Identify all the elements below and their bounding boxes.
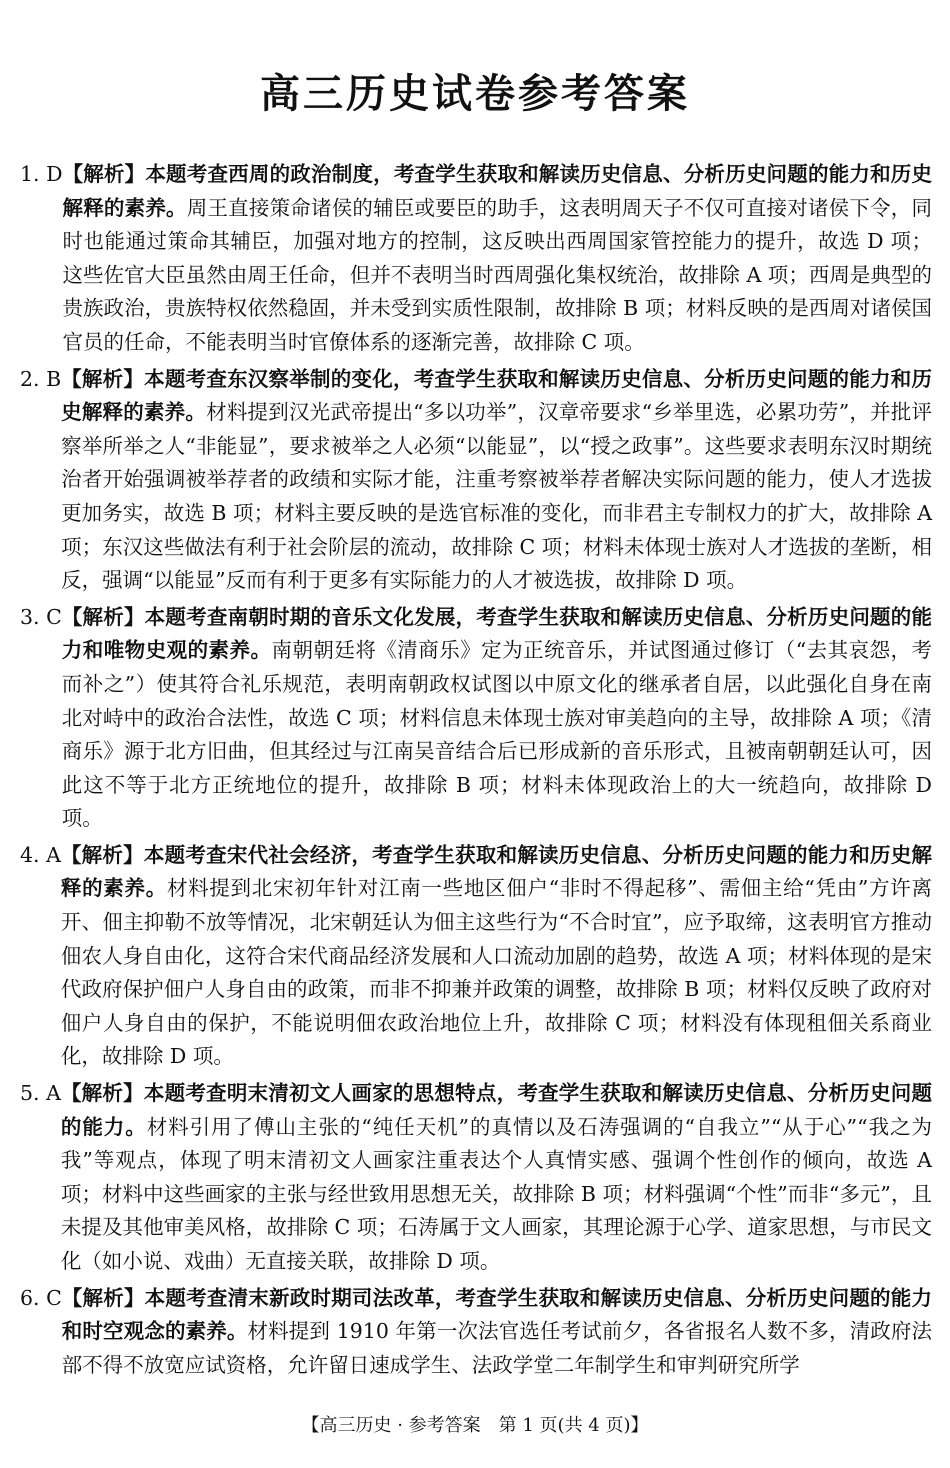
answer-text: [61, 363, 932, 598]
answer-item-4: [20, 839, 932, 1074]
answer-number: 5. A: [20, 1081, 61, 1106]
answer-text: [62, 1282, 932, 1383]
analysis-lead: 【解析】本题考查东汉察举制的变化，考查学生获取和解读历史信息、分析历史问题的能力和历史解释的素养。: [61, 366, 932, 425]
answer-list: [20, 158, 932, 1385]
answer-number: 6. C: [20, 1285, 62, 1310]
answer-item-1: [20, 158, 932, 360]
analysis-lead: 【解析】本题考查清末新政时期司法改革，考查学生获取和解读历史信息、分析历史问题的能力和时空观念的素养。: [61, 1285, 932, 1344]
analysis-body: 材料引用了傅山主张的“纯任天机”的真情以及石涛强调的“自我立”“从于心”“我之为我”等观点，体现了明末清初文人画家注重表达个人真情实感、强调个性创作的倾向，故选 A 项；材料中这些画家的主张与经世致用思想无关，故排除 B 项；材料强调“个性”而非“多元”，且未提及其他审美风格，故排除 C 项；石涛属于文人画家，其理论源于心学、道家思想，与市民文化（如小说、戏曲）无直接关联，故排除 D 项。: [60, 1114, 932, 1273]
analysis-body: 周王直接策命诸侯的辅臣或要臣的助手，这表明周天子不仅可直接对诸侯下令，同时也能通过策命其辅臣，加强对地方的控制，这反映出西周国家管控能力的提升，故选 D 项；这些佐官大臣虽然由周王任命，但并不表明当时西周强化集权统治，故排除 A 项；西周是典型的贵族政治，贵族特权依然稳固，并未受到实质性限制，故排除 B 项；材料反映的是西周对诸侯国官员的任命，不能表明当时官僚体系的逐渐完善，故排除 C 项。: [62, 195, 933, 354]
answer-number: 1. D: [20, 162, 63, 186]
analysis-lead: 【解析】本题考查西周的政治制度，考查学生获取和解读历史信息、分析历史问题的能力和历史解释的素养。: [62, 162, 932, 220]
answer-number: 3. C: [20, 604, 62, 629]
answer-number: 4. A: [20, 842, 61, 867]
answer-text: [61, 1077, 932, 1279]
analysis-body: 材料提到 1910 年第一次法官选任考试前夕，各省报名人数不多，清政府法部不得不放宽应试资格，允许留日速成学生、法政学堂二年制学生和审判研究所学: [61, 1319, 933, 1377]
answer-item-6: [20, 1282, 932, 1383]
answer-text: [62, 601, 932, 836]
answer-item-3: [20, 601, 932, 836]
analysis-body: 南朝朝廷将《清商乐》定为正统音乐，并试图通过修订（“去其哀怨，考而补之”）使其符合礼乐规范，表明南朝政权试图以中原文化的继承者自居，以此强化自身在南北对峙中的政治合法性，故选 C 项；材料信息未体现士族对审美趋向的主导，故排除 A 项；《清商乐》源于北方旧曲，但其经过与江南吴音结合后已形成新的音乐形式，且被南朝朝廷认可，因此这不等于北方正统地位的提升，故排除 B 项；材料未体现政治上的大一统趋向，故排除 D 项。: [61, 638, 933, 831]
page-footer: 【高三历史 · 参考答案 第 1 页(共 4 页)】: [301, 1415, 649, 1436]
analysis-lead: 【解析】本题考查明末清初文人画家的思想特点，考查学生获取和解读历史信息、分析历史问题的能力。: [60, 1081, 932, 1139]
page-title: 高三历史试卷参考答案: [260, 71, 690, 117]
answer-item-2: [20, 363, 932, 598]
answer-number: 2. B: [20, 366, 62, 391]
answer-item-5: [20, 1077, 932, 1279]
answer-text: [61, 839, 932, 1074]
answer-text: [63, 158, 932, 360]
analysis-body: 材料提到汉光武帝提出“多以功举”，汉章帝要求“乡举里选，必累功劳”，并批评察举所举之人“非能显”，要求被举之人必须“以能显”，以“授之政事”。这些要求表明东汉时期统治者开始强调被举荐者的政绩和实际才能，注重考察被举荐者解决实际问题的能力，使人才选拔更加务实，故选 B 项；材料主要反映的是选官标准的变化，而非君主专制权力的扩大，故排除 A 项；东汉这些做法有利于社会阶层的流动，故排除 C 项；材料未体现士族对人才选拔的垄断，相反，强调“以能显”反而有利于更多有实际能力的人才被选拔，故排除 D 项。: [61, 400, 933, 593]
analysis-lead: 【解析】本题考查宋代社会经济，考查学生获取和解读历史信息、分析历史问题的能力和历史解释的素养。: [60, 842, 932, 901]
analysis-lead: 【解析】本题考查南朝时期的音乐文化发展，考查学生获取和解读历史信息、分析历史问题的能力和唯物史观的素养。: [61, 604, 932, 663]
analysis-body: 材料提到北宋初年针对江南一些地区佃户“非时不得起移”、需佃主给“凭由”方许离开、佃主抑勒不放等情况，北宋朝廷认为佃主这些行为“不合时宜”，应予取缔，这表明官方推动佃农人身自由化，这符合宋代商品经济发展和人口流动加剧的趋势，故选 A 项；材料体现的是宋代政府保护佃户人身自由的政策，而非不抑兼并政策的调整，故排除 B 项；材料仅反映了政府对佃户人身自由的保护，不能说明佃农政治地位上升，故排除 C 项；材料没有体现租佃关系商业化，故排除 D 项。: [60, 876, 933, 1069]
